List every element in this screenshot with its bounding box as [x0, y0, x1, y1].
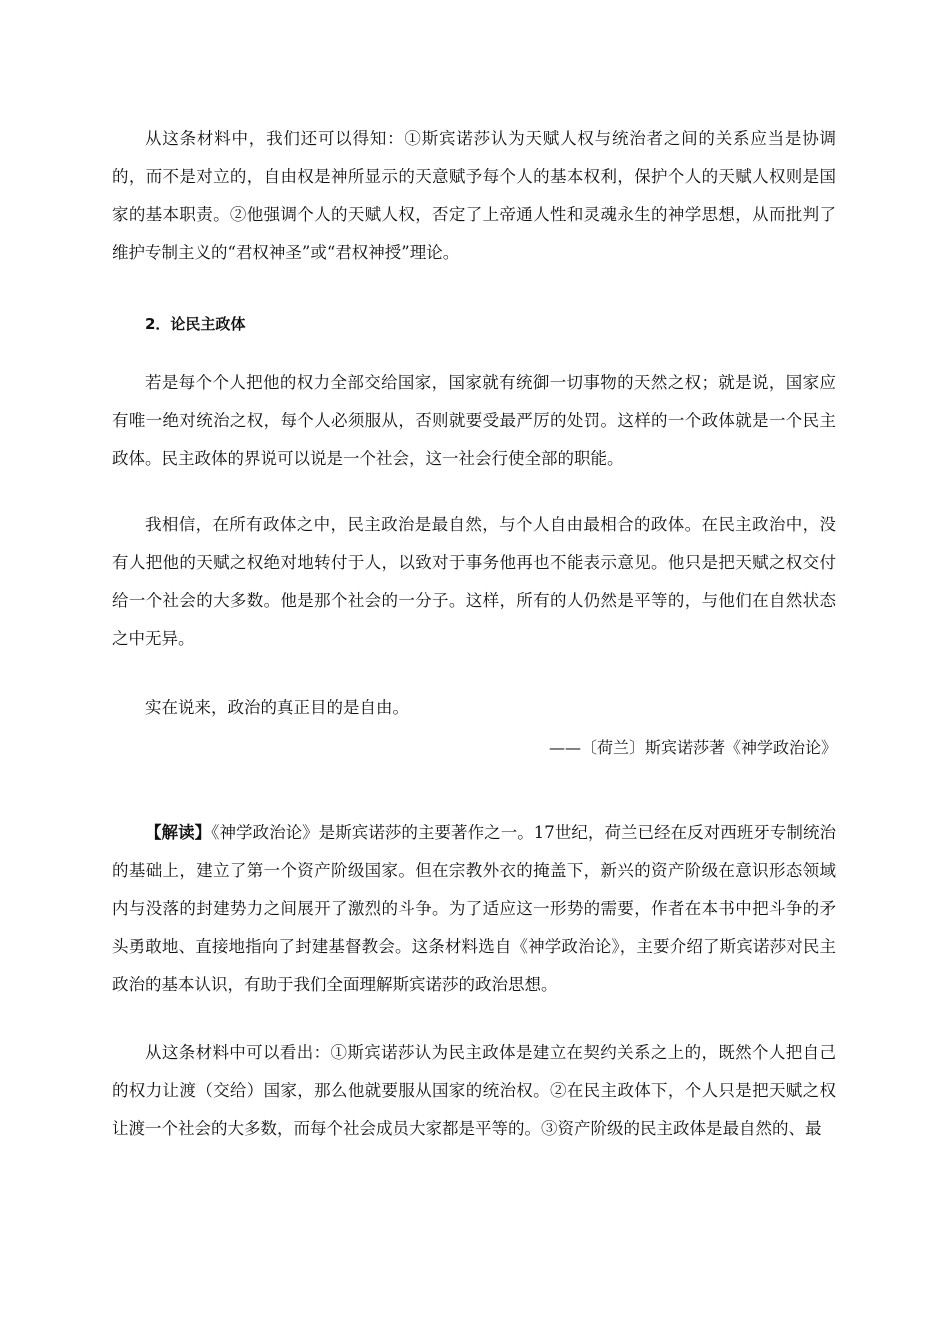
quote-attribution: ——〔荷兰〕斯宾诺莎著《神学政治论》	[548, 738, 837, 757]
commentary-text: 《神学政治论》是斯宾诺莎的主要著作之一。17世纪，荷兰已经在反对西班牙专制统治的基础上，建立了第一个资产阶级国家。但在宗教外衣的掩盖下，新兴的资产阶级在意识形态领域内与没落的封建势力之间展开了激烈的斗争。为了适应这一形势的需要，作者在本书中把斗争的矛头勇敢地、直接地指向了封建基督教会。这条材料选自《神学政治论》，主要介绍了斯宾诺莎对民主政治的基本认识，有助于我们全面理解斯宾诺莎的政治思想。	[112, 823, 836, 994]
paragraph-quote-2: 我相信，在所有政体之中，民主政治是最自然，与个人自由最相合的政体。在民主政治中，没有人把他的天赋之权绝对地转付于人，以致对于事务他再也不能表示意见。他只是把天赋之权交付给一个社会的大多数。他是那个社会的一分子。这样，所有的人仍然是平等的，与他们在自然状态之中无异。	[112, 515, 836, 648]
paragraph-conclusion: 从这条材料中可以看出：①斯宾诺莎认为民主政体是建立在契约关系之上的，既然个人把自己的权力让渡（交给）国家，那么他就要服从国家的统治权。②在民主政体下，个人只是把天赋之权让渡一个社会的大多数，而每个社会成员大家都是平等的。③资产阶级的民主政体是最自然的、最	[112, 1043, 836, 1138]
section-heading: 2．论民主政体	[145, 315, 246, 333]
paragraph-rights-analysis: 从这条材料中，我们还可以得知：①斯宾诺莎认为天赋人权与统治者之间的关系应当是协调的，而不是对立的，自由权是神所显示的天意赋予每个人的基本权利，保护个人的天赋人权则是国家的基本职责。②他强调个人的天赋人权，否定了上帝通人性和灵魂永生的神学思想，从而批判了维护专制主义的“君权神圣”或“君权神授”理论。	[112, 129, 836, 262]
paragraph-quote-3: 实在说来，政治的真正目的是自由。	[145, 698, 409, 717]
commentary-label: 【解读】	[145, 823, 212, 842]
paragraph-commentary	[112, 814, 836, 1004]
paragraph-quote-1: 若是每个个人把他的权力全部交给国家，国家就有统御一切事物的天然之权；就是说，国家应有唯一绝对统治之权，每个人必须服从，否则就要受最严厉的处罚。这样的一个政体就是一个民主政体。民主政体的界说可以说是一个社会，这一社会行使全部的职能。	[112, 373, 836, 468]
